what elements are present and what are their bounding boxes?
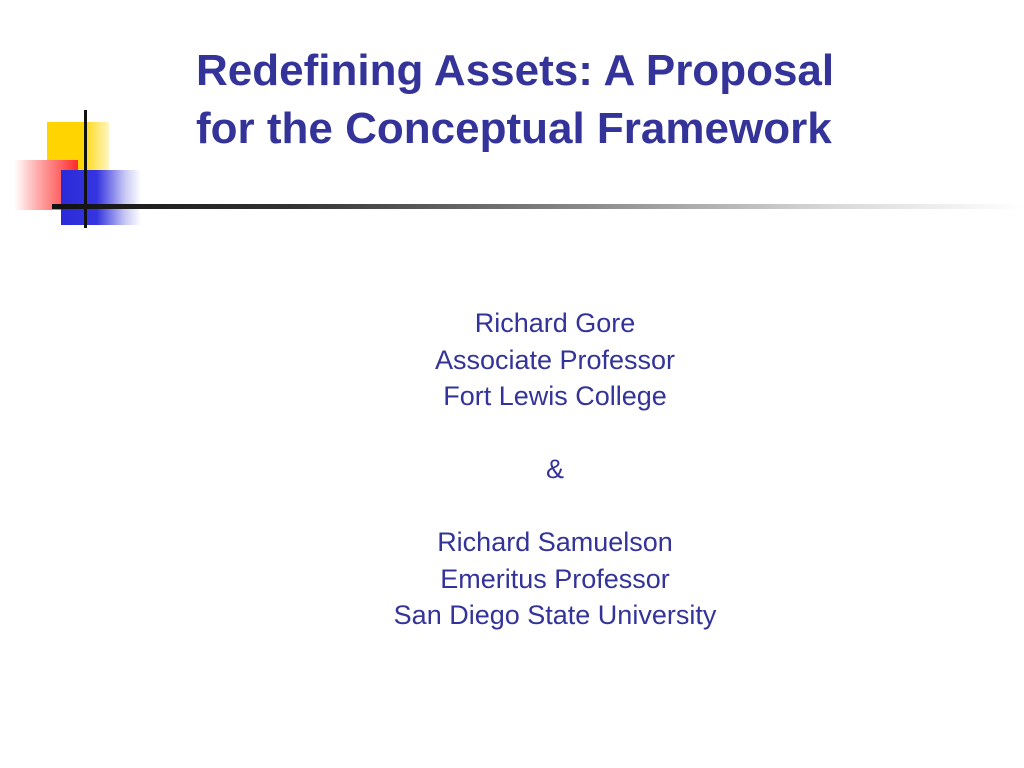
author1-institution: Fort Lewis College: [443, 381, 667, 411]
spacer: [300, 415, 810, 452]
author-block: [300, 305, 810, 634]
author2-name: Richard Samuelson: [437, 527, 673, 557]
blue-square-decoration: [61, 170, 141, 225]
horizontal-title-rule: [52, 204, 1024, 209]
slide-title: [196, 42, 996, 158]
title-line-2: for the Conceptual Framework: [196, 104, 832, 153]
author2-position: Emeritus Professor: [440, 563, 670, 594]
author-conjunction: &: [545, 454, 564, 484]
title-line-1: Redefining Assets: A Proposal: [196, 46, 835, 95]
vertical-rule-decoration: [84, 110, 87, 228]
author2-institution: San Diego State University: [393, 600, 717, 630]
spacer: [300, 488, 810, 525]
author1-position: Associate Professor: [434, 344, 676, 375]
author1-name: Richard Gore: [474, 308, 636, 338]
